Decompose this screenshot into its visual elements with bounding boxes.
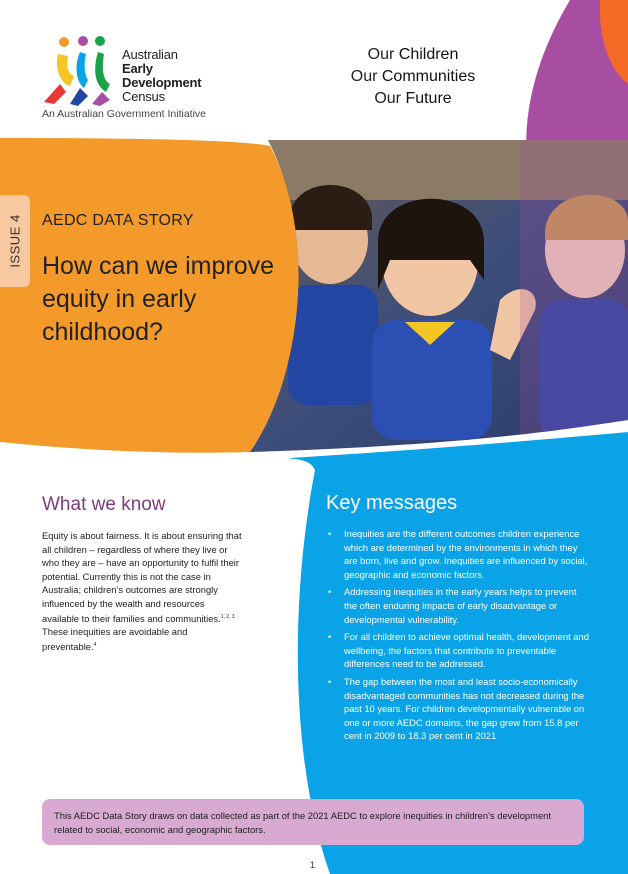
page-title: How can we improve equity in early childhood? [42,252,275,346]
issue-label: ISSUE 4 [7,214,23,268]
aedc-logo-figures-icon [40,36,120,108]
mission-tagline: Our Children Our Communities Our Future [350,46,476,107]
list-item: • Inequities are the different outcomes children experience which are determined by the environments in which they are born, live and grow. Inequities are influenced by social, geographic and economic factors. [326,527,590,581]
classroom-photo [240,140,628,460]
footer-note: This AEDC Data Story draws on data collected as part of the 2021 AEDC to explore inequities in children’s development related to social, economic and geographic factors. [42,799,584,845]
what-we-know-heading: What we know [42,494,166,515]
story-label: AEDC DATA STORY [42,212,194,229]
what-we-know-body: Equity is about fairness. It is about ensuring that all children – regardless of where they live or who they are – have an opportunity to fulfil their potential. Currently this is not the case in Australia; children’s outcomes are strongly influenced by the wealth and resources available to their families and communities.$^{1, 2, 3}$ These inequities are avoidable and preventable.$^4$ [42,530,242,652]
logo-tagline: An Australian Government Initiative [42,108,207,120]
aedc-logo-text: Australian Early Development Census [122,47,202,104]
key-messages-list [326,527,590,747]
page-number: 1 [310,860,316,870]
list-item: • Addressing inequities in the early years helps to prevent the often enduring impacts of early disadvantage or developmental vulnerability. [326,585,590,626]
list-item: • For all children to achieve optimal health, development and wellbeing, the factors that contribute to preventable differences need to be addressed. [326,630,590,671]
key-messages-heading: Key messages [326,492,458,514]
issue-tab [0,195,30,287]
list-item: • The gap between the most and least socio-economically disadvantaged communities has not decreased during the past 10 years. For children developmentally vulnerable on one or more AEDC domains, the gap grew from 15.8 per cent in 2009 to 18.3 per cent in 2021. [326,675,590,743]
